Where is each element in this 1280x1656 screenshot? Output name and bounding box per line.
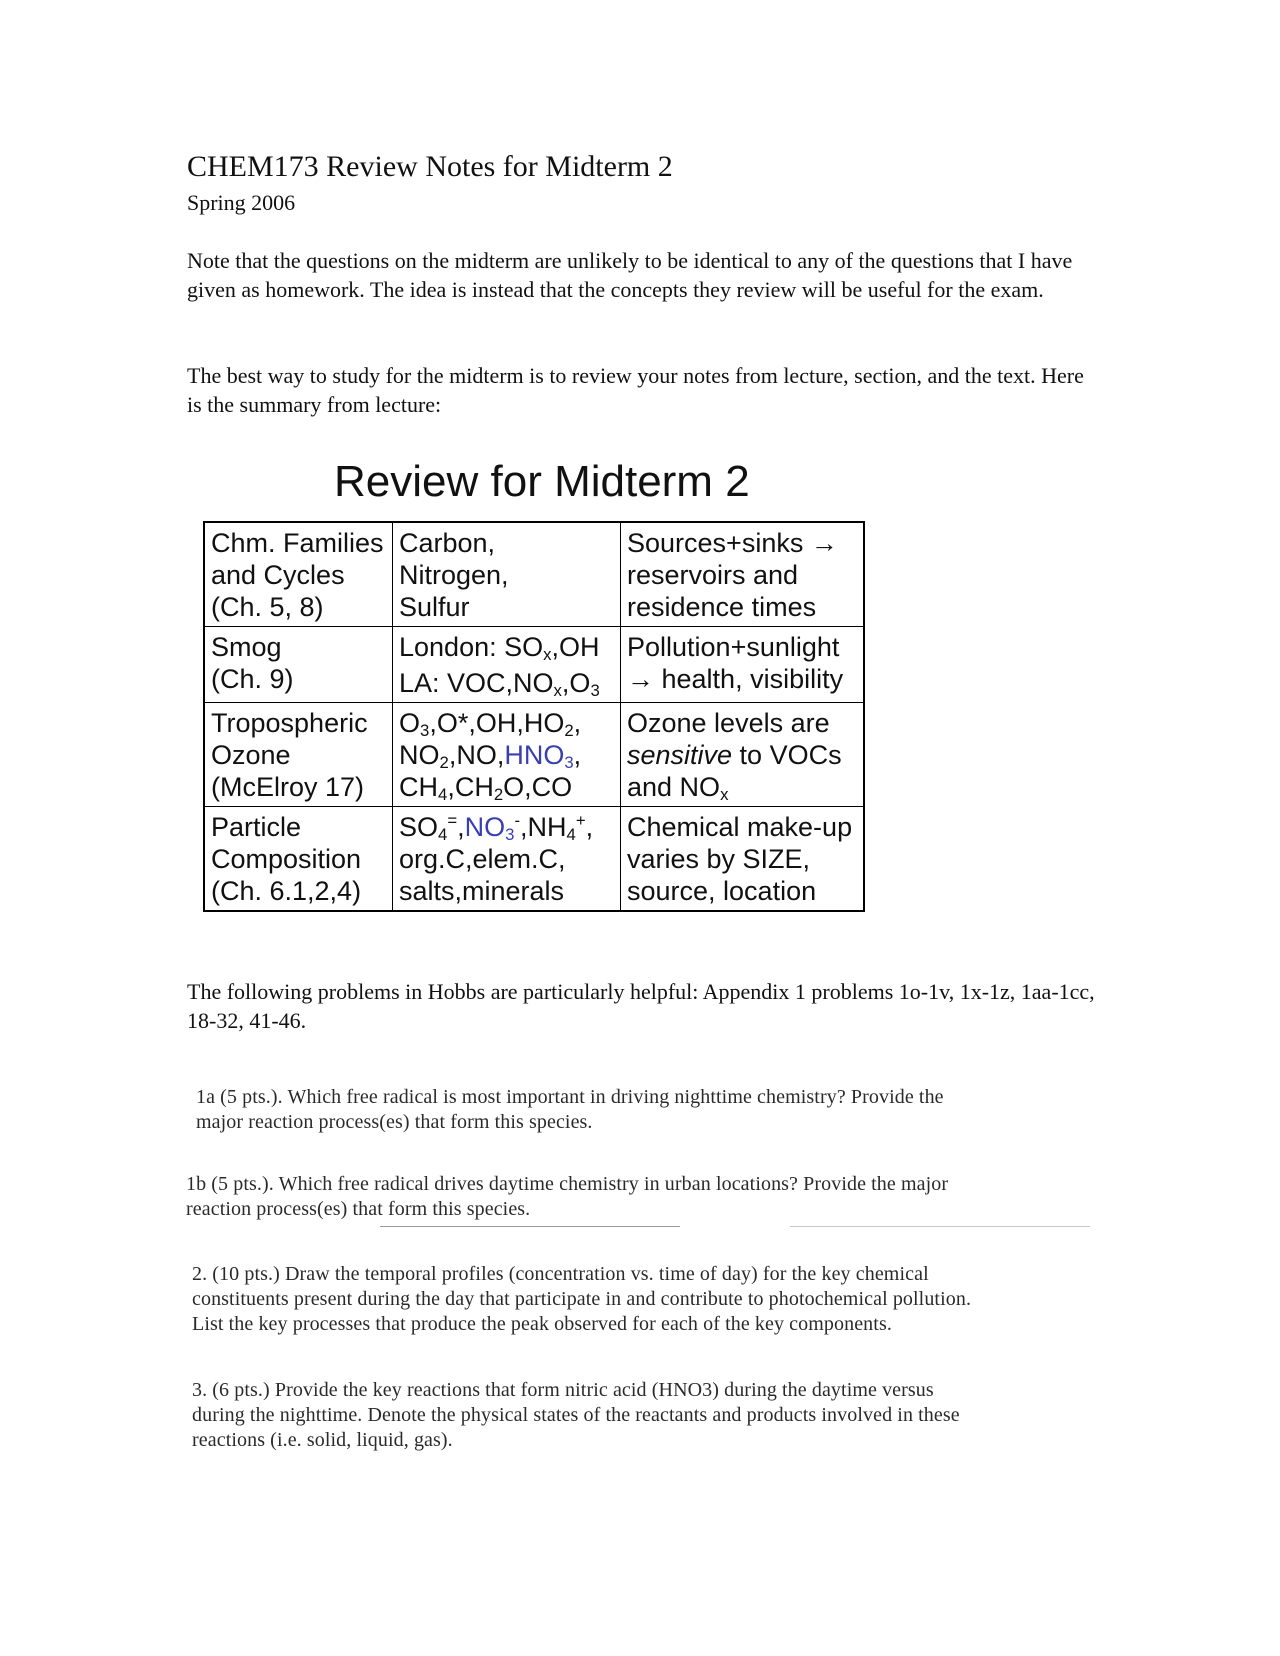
scan-artifact-line (380, 1226, 680, 1227)
formula-text: ,NH (520, 812, 567, 842)
topic-cell (204, 703, 393, 807)
cell-line: Nitrogen, (399, 560, 509, 590)
formula-text: ,NO, (448, 740, 505, 770)
cell-line (627, 771, 857, 803)
question-line: 1b (5 pts.). Which free radical drives daytime chemistry in urban locations? Provide the major (186, 1173, 949, 1195)
table-row (204, 703, 864, 807)
notes-cell (621, 703, 865, 807)
formula-text: ,CH (447, 772, 494, 802)
topic-cell (204, 807, 393, 912)
cell-line: (Ch. 6.1,2,4) (211, 876, 362, 906)
formula-text: London: SO (399, 632, 544, 662)
formula-superscript: + (575, 810, 586, 830)
cell-line: org.C,elem.C, (399, 844, 566, 874)
question-line: 1a (5 pts.). Which free radical is most important in driving nighttime chemistry? Provide the (196, 1086, 944, 1108)
cell-line: varies by SIZE, (627, 844, 811, 874)
table-row (204, 522, 864, 627)
formula-subscript: 4 (566, 825, 576, 845)
scan-artifact-line (790, 1226, 1090, 1227)
question-line: reactions (i.e. solid, liquid, gas). (192, 1429, 453, 1451)
cell-line (627, 739, 857, 771)
review-title: Review for Midterm 2 (334, 457, 750, 506)
formula-text: ,OH (551, 632, 600, 662)
species-cell (393, 522, 621, 627)
cell-line (399, 771, 614, 803)
notes-text: to VOCs (732, 740, 842, 770)
cell-line: Sources+sinks → (627, 528, 838, 558)
species-cell (393, 703, 621, 807)
cell-line (399, 707, 614, 739)
formula-highlight: HNO (504, 740, 565, 770)
question-line: 3. (6 pts.) Provide the key reactions that form nitric acid (HNO3) during the daytime versus (192, 1379, 934, 1401)
cell-line: Pollution+sunlight (627, 632, 840, 662)
question-1b (186, 1172, 1076, 1222)
question-2 (192, 1262, 1082, 1337)
topic-cell (204, 522, 393, 627)
review-table (203, 521, 865, 912)
cell-line: Composition (211, 844, 362, 874)
formula-text: , (585, 812, 594, 842)
topic-cell (204, 627, 393, 703)
notes-text: and NO (627, 772, 721, 802)
intro-study: The best way to study for the midterm is to review your notes from lecture, section, and the text. Here is the summary from lecture: (187, 363, 1084, 417)
cell-line: reservoirs and (627, 560, 799, 590)
table-row (204, 627, 864, 703)
cell-line: salts,minerals (399, 876, 565, 906)
cell-line: Chemical make-up (627, 812, 853, 842)
cell-line: Tropospheric (211, 708, 368, 738)
cell-line: Particle (211, 812, 302, 842)
formula-subscript: 3 (590, 681, 600, 701)
formula-text: CH (399, 772, 438, 802)
formula-superscript: = (447, 810, 458, 830)
species-cell (393, 627, 621, 703)
formula-subscript: 4 (438, 825, 448, 845)
formula-subscript: x (720, 785, 729, 805)
intro-note: Note that the questions on the midterm are unlikely to be identical to any of the questions that I have given as homework. The idea is instead that the concepts they review will be useful for the exam. (187, 248, 1073, 302)
cell-line: Chm. Families (211, 528, 384, 558)
cell-line (399, 667, 614, 699)
cell-line (399, 811, 614, 843)
question-line: during the nighttime. Denote the physical states of the reactants and products involved in these (192, 1404, 960, 1426)
formula-subscript: 4 (438, 785, 448, 805)
cell-line (399, 631, 614, 663)
formula-text: ,O*,OH,HO (429, 708, 565, 738)
cell-line: source, location (627, 876, 817, 906)
formula-subscript: 2 (564, 721, 574, 741)
question-line: major reaction process(es) that form this species. (196, 1111, 593, 1133)
question-line: constituents present during the day that participate in and contribute to photochemical pollution. (192, 1288, 972, 1310)
cell-line: (Ch. 5, 8) (211, 592, 324, 622)
cell-line: residence times (627, 592, 817, 622)
formula-text: O,CO (503, 772, 573, 802)
question-3 (192, 1378, 1082, 1453)
formula-text: ,O (561, 668, 591, 698)
cell-line: (Ch. 9) (211, 664, 294, 694)
question-1a (196, 1085, 1086, 1135)
cell-line: and Cycles (211, 560, 345, 590)
formula-text: , (573, 708, 582, 738)
formula-text: NO (399, 740, 440, 770)
formula-text: , (573, 740, 582, 770)
page-subtitle: Spring 2006 (187, 190, 296, 215)
cell-line: Carbon, (399, 528, 496, 558)
formula-subscript: 3 (420, 721, 430, 741)
cell-line: Smog (211, 632, 282, 662)
cell-line: (McElroy 17) (211, 772, 365, 802)
notes-cell (621, 522, 865, 627)
formula-text: O (399, 708, 421, 738)
formula-subscript: x (553, 681, 562, 701)
page-title: CHEM173 Review Notes for Midterm 2 (187, 150, 673, 183)
formula-subscript: 2 (439, 753, 449, 773)
cell-line: Sulfur (399, 592, 470, 622)
species-cell (393, 807, 621, 912)
cell-line: Ozone (211, 740, 291, 770)
formula-text: LA: VOC,NO (399, 668, 554, 698)
emphasis-text: sensitive (627, 740, 733, 770)
formula-subscript: 2 (493, 785, 504, 805)
table-row (204, 807, 864, 912)
formula-subscript: 3 (505, 825, 515, 845)
notes-cell (621, 627, 865, 703)
formula-text: , (457, 812, 465, 842)
cell-line: → health, visibility (627, 664, 844, 694)
formula-text: SO (399, 812, 439, 842)
cell-line (399, 739, 614, 771)
cell-line: Ozone levels are (627, 708, 830, 738)
formula-subscript: 3 (564, 753, 574, 773)
hobbs-problems: The following problems in Hobbs are particularly helpful: Appendix 1 problems 1o-1v, 1x-1z, 1aa-1cc, 18-32, 41-46. (187, 979, 1095, 1033)
notes-cell (621, 807, 865, 912)
question-line: List the key processes that produce the peak observed for each of the key components. (192, 1313, 892, 1335)
formula-highlight: NO (464, 812, 506, 842)
formula-subscript: x (543, 645, 552, 665)
formula-superscript: - (514, 810, 521, 830)
question-line: 2. (10 pts.) Draw the temporal profiles (concentration vs. time of day) for the key chemical (192, 1263, 929, 1285)
question-line: reaction process(es) that form this species. (186, 1198, 531, 1220)
